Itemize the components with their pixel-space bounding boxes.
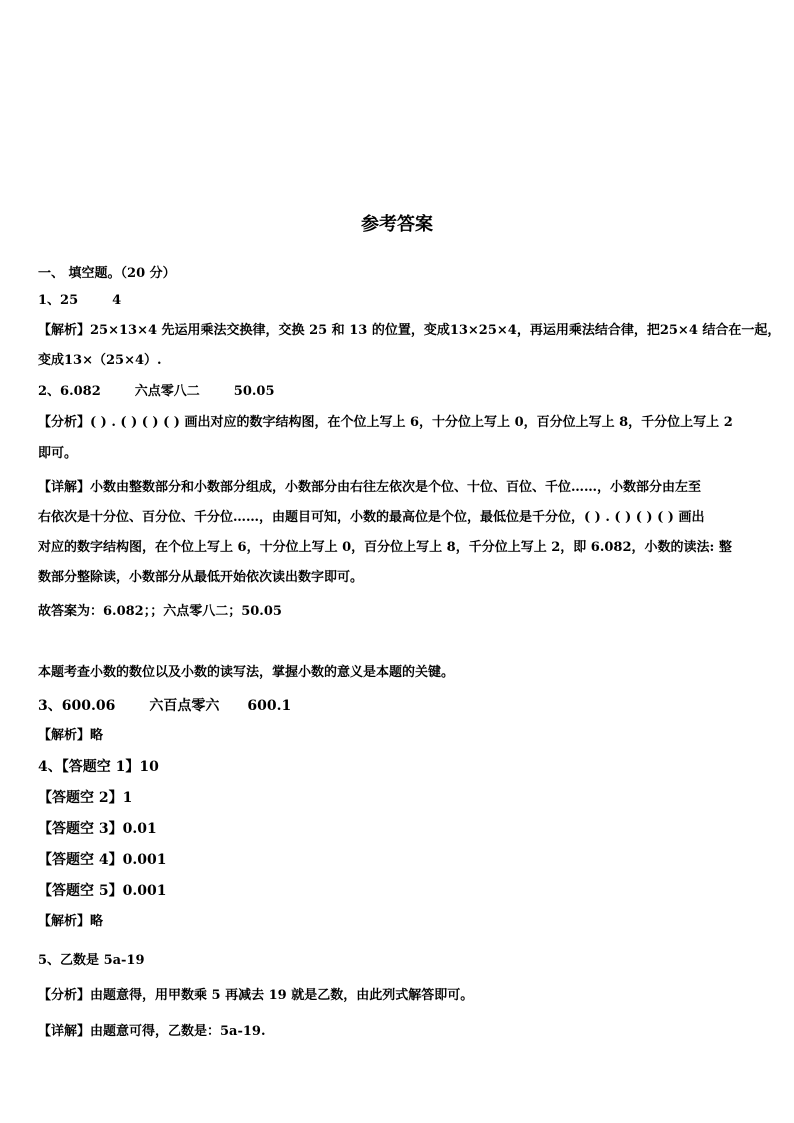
q2-number: 2、	[38, 384, 61, 399]
q1-answer-a: 25	[60, 293, 79, 308]
q3-number: 3、	[38, 698, 62, 714]
q3-answer-a: 600.06	[61, 698, 116, 714]
q4-blank-4: 【答题空 4】0.001	[38, 852, 167, 868]
q2-analysis-line: 即可。	[38, 446, 78, 461]
q2-answer	[38, 382, 758, 402]
q2-detail-line: 数部分整除读，小数部分从最低开始依次读出数字即可。	[38, 570, 364, 585]
q5-analysis: 【分析】由题意得，用甲数乘 5 再减去 19 就是乙数，由此列式解答即可。	[38, 988, 474, 1003]
q3-answer	[38, 696, 758, 716]
q2-detail-line: 右依次是十分位、百分位、千分位……，由题目可知，小数的最高位是个位，最低位是千分位，( ) . ( ) ( ) ( ) 画出	[38, 510, 705, 525]
q1-answer	[38, 291, 758, 311]
q5-detail: 【详解】由题意可得，乙数是：5a-19.	[38, 1024, 266, 1039]
q1-analysis-line: 【解析】25×13×4 先运用乘法交换律，交换 25 和 13 的位置，变成13×25×4，再运用乘法结合律，把25×4 结合在一起，	[38, 323, 781, 338]
page-title: 参考答案	[361, 214, 433, 235]
q1-answer-b: 4	[112, 293, 122, 308]
q2-detail-line: 对应的数字结构图，在个位上写上 6，十分位上写上 0，百分位上写上 8，千分位上写上 2，即 6.082，小数的读法: 整	[38, 540, 732, 555]
q3-answer-c: 600.1	[247, 698, 292, 714]
q2-note: 本题考查小数的数位以及小数的读写法，掌握小数的意义是本题的关键。	[38, 665, 455, 680]
q2-answer-a: 6.082	[60, 384, 101, 399]
q4-blank-3: 【答题空 3】0.01	[38, 821, 157, 837]
q4-blank-1: 4、【答题空 1】10	[38, 759, 159, 775]
q2-answer-c: 50.05	[233, 384, 275, 399]
q4-blank-5: 【答题空 5】0.001	[38, 883, 167, 899]
q2-final-answer: 故答案为：6.082；；六点零八二；50.05	[38, 604, 282, 619]
q3-answer-b: 六百点零六	[149, 698, 220, 714]
q1-analysis-line: 变成13×（25×4）.	[38, 353, 162, 368]
q3-analysis: 【解析】略	[38, 728, 104, 743]
q4-blank-2: 【答题空 2】1	[38, 790, 133, 806]
section-heading: 一、 填空题。（20 分）	[38, 266, 176, 281]
q2-answer-b: 六点零八二	[134, 384, 200, 399]
q1-number: 1、	[38, 293, 61, 308]
q2-analysis-line: 【分析】( ) . ( ) ( ) ( ) 画出对应的数字结构图，在个位上写上 6，十分位上写上 0，百分位上写上 8，千分位上写上 2	[38, 415, 733, 430]
q5-answer: 5、乙数是 5a-19	[38, 953, 145, 968]
q4-analysis: 【解析】略	[38, 914, 104, 929]
q2-detail-line: 【详解】小数由整数部分和小数部分组成，小数部分由右往左依次是个位、十位、百位、千位……，小数部分由左至	[38, 480, 702, 495]
